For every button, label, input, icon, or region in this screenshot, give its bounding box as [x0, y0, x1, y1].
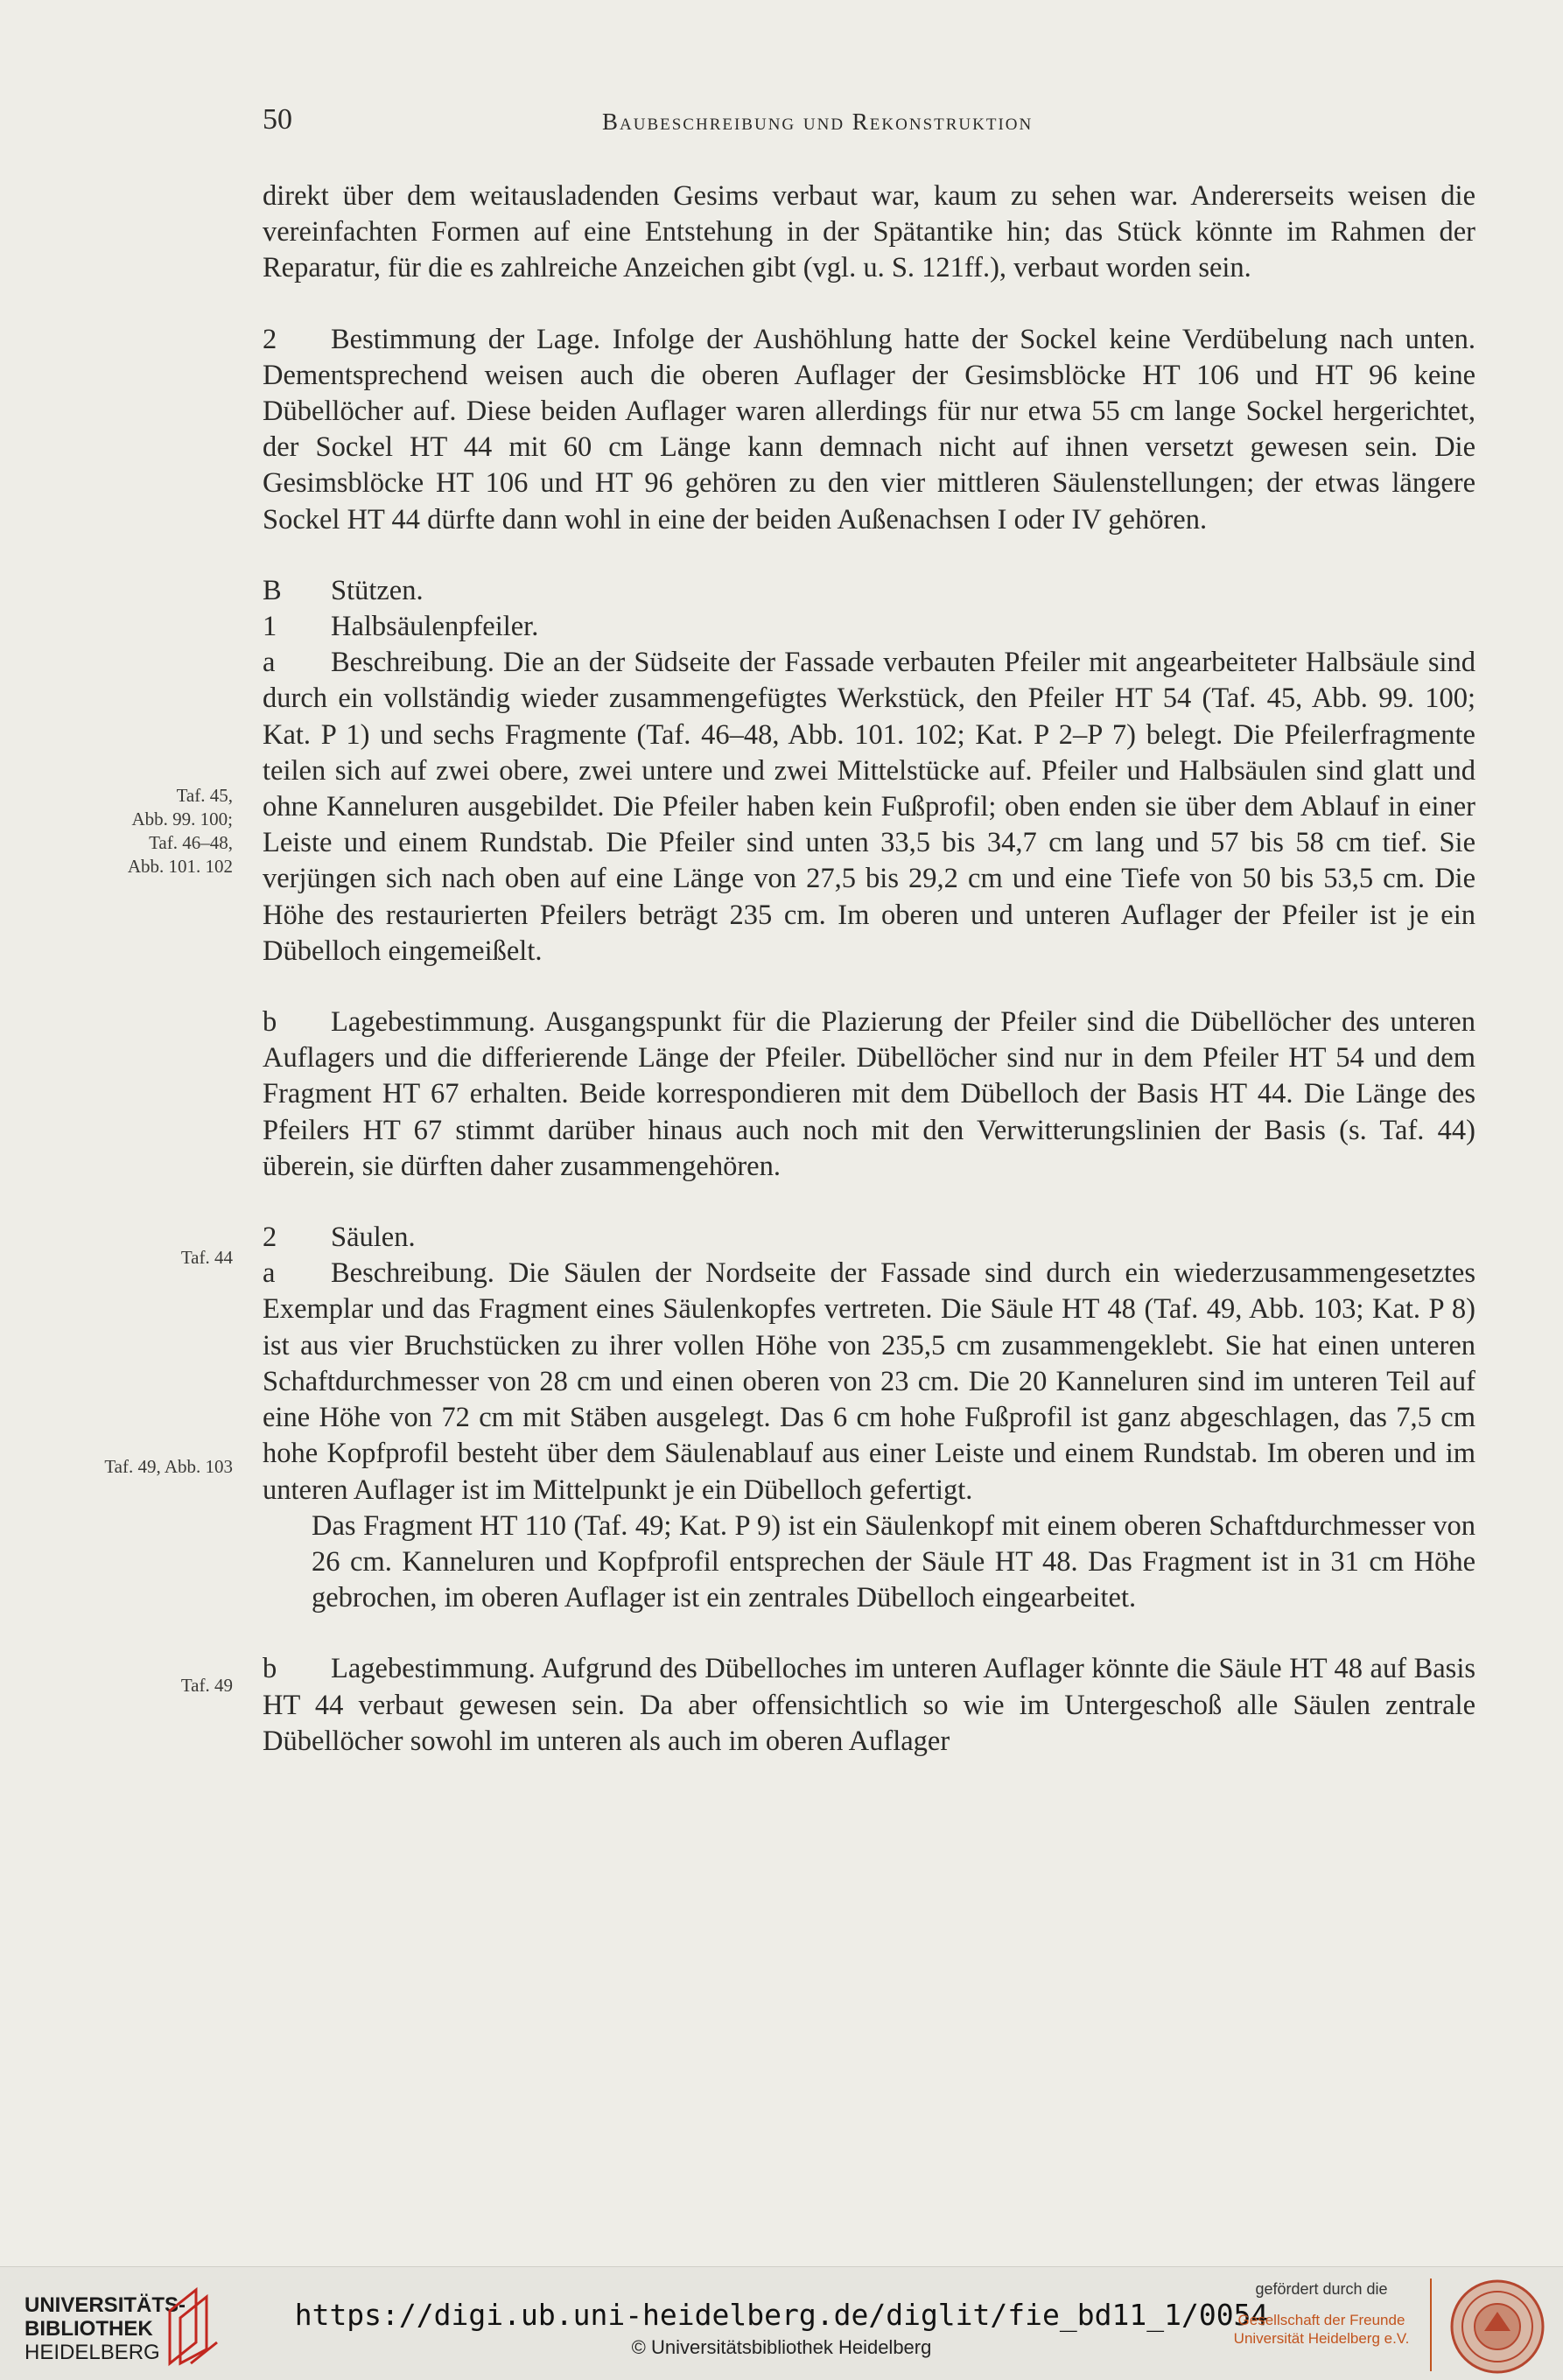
paragraph-marker: 2	[263, 1222, 277, 1254]
sponsor-divider	[1430, 2278, 1432, 2371]
paragraph	[263, 645, 1475, 970]
page-number: 50	[263, 103, 292, 136]
paragraph	[263, 609, 1475, 645]
running-head: Baubeschreibung und Rekonstruktion	[602, 108, 1034, 135]
library-name-line: BIBLIOTHEK	[25, 2317, 153, 2341]
paragraph-marker: B	[263, 574, 282, 606]
library-name-line: UNIVERSITÄTS-	[25, 2293, 186, 2317]
paragraph	[263, 1004, 1475, 1185]
paragraph-text: Säulen.	[331, 1222, 416, 1254]
sponsor-label: gefördert durch die	[1255, 2280, 1388, 2298]
paragraph-text: Beschreibung. Die an der Südseite der Fassade verbauten Pfeiler mit angearbeiteter Halbsäule sind durch ein vollständig wieder zusammengefügtes Werkstück, den Pfeiler HT 54 (Taf. 45, Abb. 99. 100; Kat. P 1) und sechs Fragmente (Taf. 46–48, Abb. 101. 102; Kat. P 2–P 7) belegt. Die Pfeilerfragmente teilen sich auf zwei obere, zwei untere und zwei Mittelstücke auf. Pfeiler und Halbsäulen sind glatt und ohne Kanneluren ausgebildet. Die Pfeiler haben kein Fußprofil; oben enden sie über dem Ablauf in einer Leiste und einem Rundstab. Die Pfeiler sind unten 33,5 bis 34,7 cm lang und 57 bis 58 cm tief. Sie verjüngen sich nach oben auf eine Länge von 27,5 bis 29,2 cm und eine Tiefe von 50 bis 53,5 cm. Die Höhe des restaurierten Pfeilers beträgt 235 cm. Im oberen und unteren Auflager der Pfeiler ist je ein Dübelloch eingemeißelt.	[263, 647, 1475, 967]
paragraph-text: direkt über dem weitausladenden Gesims verbaut war, kaum zu sehen war. Andererseits weisen die vereinfachten Formen auf eine Entstehung in der Spätantike hin; das Stück könnte im Rahmen der Reparatur, für die es zahlreiche Anzeichen gibt (vgl. u. S. 121ff.), verbaut worden sein.	[263, 180, 1475, 284]
paragraph-text: Halbsäulenpfeiler.	[331, 611, 539, 643]
paragraph	[263, 178, 1475, 287]
paragraph-marker: a	[263, 647, 276, 679]
paragraph-marker: b	[263, 1006, 277, 1039]
paragraph	[263, 322, 1475, 538]
paragraph-text: Stützen.	[331, 574, 424, 606]
paragraph-marker: 1	[263, 611, 277, 643]
sponsor-block[interactable]	[1225, 2280, 1418, 2348]
paragraph	[263, 1256, 1475, 1508]
margin-note-3: Taf. 49, Abb. 103	[104, 1456, 233, 1477]
paragraph	[263, 1651, 1475, 1760]
paragraph-text: Lagebestimmung. Ausgangspunkt für die Plazierung der Pfeiler sind die Dübellöcher des unteren Auflagers und die differierende Länge der Pfeiler. Dübellöcher sind nur in dem Pfeiler HT 54 und dem Fragment HT 67 erhalten. Beide korrespondieren mit dem Dübelloch der Basis HT 44. Die Länge des Pfeilers HT 67 stimmt darüber hinaus auch noch mit den Verwitterungslinien der Basis (s. Taf. 44) überein, sie dürften daher zusammengehören.	[263, 1006, 1475, 1182]
paragraph-text: Bestimmung der Lage. Infolge der Aushöhlung hatte der Sockel keine Verdübelung nach unten. Dementsprechend weisen auch die oberen Auflager der Gesimsblöcke HT 106 und HT 96 keine Dübellöcher auf. Diese beiden Auflager waren allerdings für nur etwa 55 cm lange Sockel hergerichtet, der Sockel HT 44 mit 60 cm Länge kann demnach nicht auf ihnen versetzt gewesen sein. Die Gesimsblöcke HT 106 und HT 96 gehören zu den vier mittleren Säulenstellungen; der etwas längere Sockel HT 44 dürfte dann wohl in eine der beiden Außenachsen I oder IV gehören.	[263, 323, 1475, 536]
paragraph-text: Lagebestimmung. Aufgrund des Dübelloches im unteren Auflager könnte die Säule HT 48 auf Basis HT 44 verbaut gewesen sein. Da aber offensichtlich so wie im Untergeschoß alle Säulen zentrale Dübellöcher sowohl im unteren als auch im oberen Auflager	[263, 1653, 1475, 1757]
paragraph	[263, 1220, 1475, 1256]
permalink-url[interactable]: https://digi.ub.uni-heidelberg.de/diglit/fie_bd11_1/0054	[294, 2298, 1269, 2332]
margin-note-2: Taf. 44	[180, 1247, 233, 1268]
copyright-notice: © Universitätsbibliothek Heidelberg	[631, 2336, 932, 2358]
paragraph-marker: a	[263, 1257, 276, 1290]
body-text	[263, 178, 1475, 1760]
paragraph-marker: 2	[263, 323, 277, 355]
paragraph-text: Das Fragment HT 110 (Taf. 49; Kat. P 9) ist ein Säulenkopf mit einem oberen Schaftdurchmesser von 26 cm. Kanneluren und Kopfprofil entsprechen der Säule HT 48. Das Fragment ist in 31 cm Höhe gebrochen, im oberen Auflager ist ein zentrales Dübelloch eingearbeitet.	[312, 1509, 1475, 1614]
paragraph-text: Beschreibung. Die Säulen der Nordseite der Fassade sind durch ein wiederzusammengesetztes Exemplar und das Fragment eines Säulenkopfes vertreten. Die Säule HT 48 (Taf. 49, Abb. 103; Kat. P 8) ist aus vier Bruchstücken zu ihrer vollen Höhe von 235,5 cm zusammengeklebt. Sie hat einen unteren Schaftdurchmesser von 28 cm und einen oberen von 23 cm. Die 20 Kanneluren sind im unteren Teil auf eine Höhe von 72 cm mit Stäben ausgelegt. Das 6 cm hohe Fußprofil ist ganz abgeschlagen, das 7,5 cm hohe Kopfprofil besteht über dem Säulenablauf aus einer Leiste und einem Rundstab. Im oberen und im unteren Auflager ist im Mittelpunkt je ein Dübelloch gefertigt.	[263, 1257, 1475, 1506]
sponsor-name: Universität Heidelberg e.V.	[1233, 2330, 1410, 2347]
sponsor-name: Gesellschaft der Freunde	[1237, 2312, 1405, 2328]
paragraph	[263, 573, 1475, 609]
paragraph	[263, 1508, 1475, 1617]
margin-note-4: Taf. 49	[180, 1675, 233, 1696]
university-seal-icon	[1449, 2278, 1545, 2375]
paragraph-marker: b	[263, 1653, 277, 1685]
page-header	[263, 103, 1470, 147]
margin-note-1: Taf. 45, Abb. 99. 100; Taf. 46–48, Abb. 101. 102	[127, 785, 233, 877]
library-name-line: HEIDELBERG	[25, 2341, 160, 2364]
